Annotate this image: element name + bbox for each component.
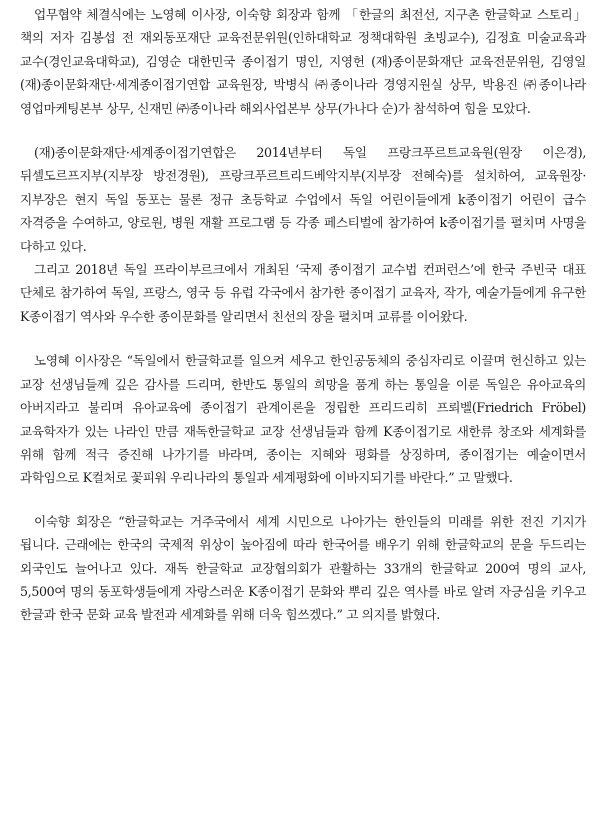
paragraph-president-quote: 이숙향 회장은 “한글학교는 거주국에서 세계 시민으로 나아가는 한인들의 미래를 위한 전진 기지가 됩니다. 근래에는 한국의 국제적 위상이 높아짐에 따라 한국어를 배우기 위해 한글학교의 문을 두드리는 외국인도 늘어나고 있다. 재독 한글학교 교장협의회가 관활하는 33개의 한글학교 200여 명의 교사, 5,500여 명의 동포학생들에게 자랑스러운 K종이접기 문화와 뿌리 깊은 역사를 바로 알려 자긍심을 키우고 한글과 한국 문화 교육 발전과 세계화를 위해 더욱 힘쓰겠다.” 고 의지를 밝혔다. bbox=[20, 513, 586, 623]
paragraph-foundation-germany: (재)종이문화재단·세계종이접기연합은 2014년부터 독일 프랑크푸르트교육원(원장 이은경), 뒤셀도르프지부(지부장 방전경원), 프랑크푸르트리드베악지부(지부장 전혜숙)를 설치하여, 교육원장·지부장은 현지 독일 동포는 물론 정규 초등학교 수업에서 독일 어린이들에게 k종이접기 어린이 급수 자격증을 수여하고, 양로원, 병원 재활 프로그램 등 각종 페스티벌에 참가하여 k종이접기를 펼치며 사명을 다하고 있다. bbox=[20, 145, 586, 254]
paragraph-freiburg-conference: 그리고 2018년 독일 프라이부르크에서 개최된 ‘국제 종이접기 교수법 컨퍼런스’에 한국 주빈국 대표 단체로 참가하여 독일, 프랑스, 영국 등 유럽 각국에서 참가한 종이접기 교육자, 작가, 예술가들에게 유구한 K종이접기 역사와 우수한 종이문화를 알리면서 친선의 장을 펼치며 교류를 이어왔다. bbox=[20, 262, 586, 324]
paragraph-chairwoman-quote: 노영혜 이사장은 “독일에서 한글학교를 일으켜 세우고 한인공동체의 중심자리로 이끌며 헌신하고 있는 교장 선생님들께 깊은 감사를 드리며, 한반도 통일의 희망을 품게 하는 통일을 이룬 독일은 유아교육의 아버지라고 불리며 유아교육에 종이접기 관계이론을 정립한 프리드리히 프뢰벨(Friedrich Fröbel) 교육학자가 있는 나라인 만큼 재독한글학교 교장 선생님들과 함께 K종이접기로 새한류 창조와 세계화를 위해 함께 적극 증진해 나가기를 바라며, 종이는 지혜와 평화를 상징하며, 종이접기는 예술이면서 과학임으로 K컬처로 꽃피워 우리나라의 통일과 세계평화에 이바지되기를 바란다.” 고 말했다. bbox=[20, 353, 586, 486]
paragraph-ceremony-attendees: 업무협약 체결식에는 노영혜 이사장, 이숙향 회장과 함께 「한글의 최전선, 지구촌 한글학교 스토리」책의 저자 김봉섭 전 재외동포재단 교육전문위원(인하대학교 정책대학원 초빙교수), 김정효 미술교육과 교수(경인교육대학교), 김영순 대한민국 종이접기 명인, 지영헌 (재)종이문화재단 교육전문위원, 김영일 (재)종이문화재단·세계종이접기연합 교육원장, 박병식 ㈜종이나라 경영지원실 상무, 박용진 ㈜종이나라 영업마케팅본부 상무, 신재민 ㈜종이나라 해외사업본부 상무(가나다 순)가 참석하여 힘을 모았다. bbox=[20, 7, 586, 116]
